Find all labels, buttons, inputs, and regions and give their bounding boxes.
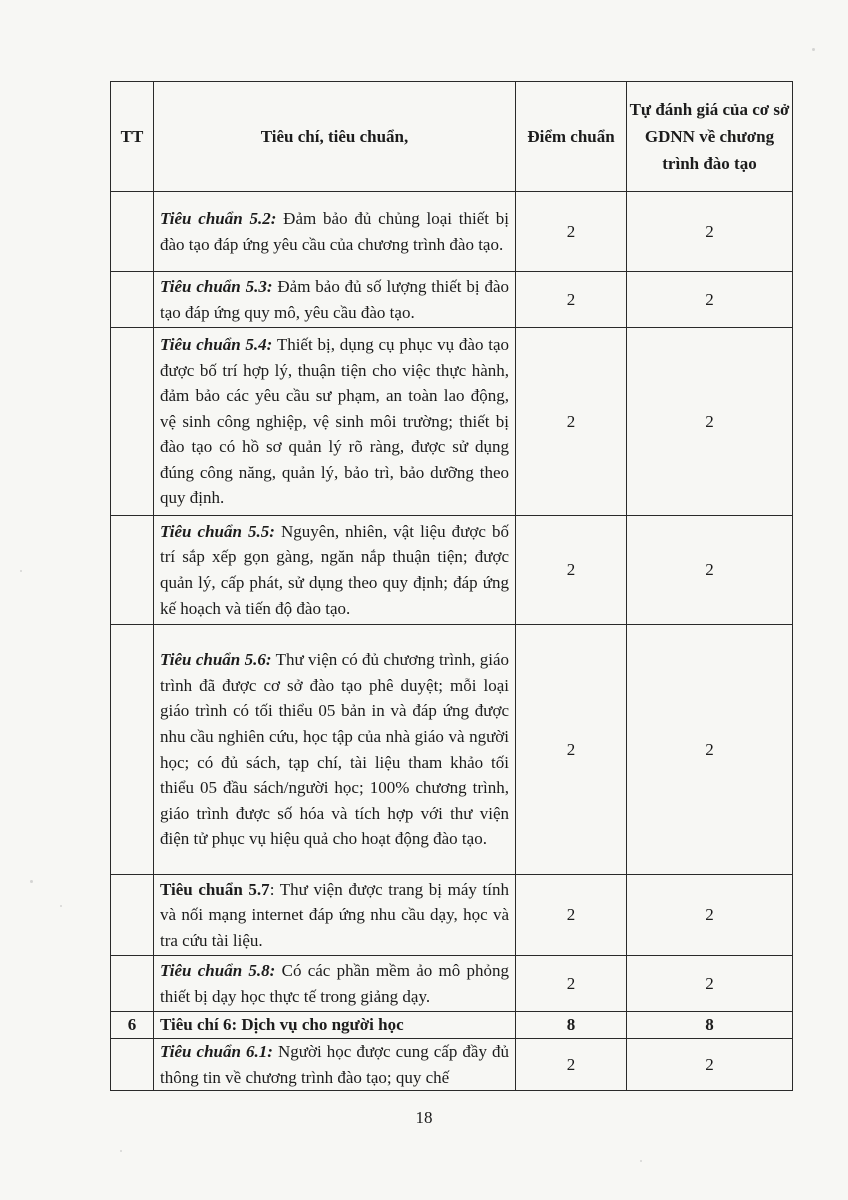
row-self-score: 2	[627, 192, 793, 272]
header-score: Điểm chuẩn	[516, 82, 627, 192]
row-tt	[111, 192, 154, 272]
row-tt	[111, 875, 154, 956]
header-criteria: Tiêu chí, tiêu chuẩn,	[154, 82, 516, 192]
scan-speck	[640, 1160, 642, 1162]
table-header-row	[111, 82, 793, 192]
criteria-table	[110, 81, 793, 1091]
standard-name: Tiêu chuẩn 5.4:	[160, 334, 273, 354]
scan-speck	[30, 880, 33, 883]
scan-speck	[60, 905, 62, 907]
scan-speck	[812, 48, 815, 51]
standard-text: Đảm bảo đủ chủng loại thiết bị đào tạo đáp ứng yêu cầu của chương trình đào tạo.	[160, 208, 509, 254]
standard-name: Tiêu chuẩn 5.2:	[160, 208, 277, 228]
row-score: 2	[516, 1039, 627, 1091]
row-score: 2	[516, 625, 627, 875]
header-tt: TT	[111, 82, 154, 192]
row-criteria	[154, 875, 516, 956]
row-criteria	[154, 625, 516, 875]
row-score: 2	[516, 516, 627, 625]
row-self-score: 2	[627, 1039, 793, 1091]
row-criteria	[154, 192, 516, 272]
row-tt	[111, 516, 154, 625]
standard-text: Thiết bị, dụng cụ phục vụ đào tạo được bố trí hợp lý, thuận tiện cho việc thực hành, đảm bảo các yêu cầu sư phạm, an toàn lao động, vệ sinh công nghiệp, vệ sinh môi trường; thiết bị đào tạo có hồ sơ quản lý rõ ràng, được sử dụng đúng công năng, quản lý, bảo trì, bảo dưỡng theo quy định.	[160, 334, 510, 508]
row-criteria	[154, 956, 516, 1012]
criterion-tt: 6	[111, 1012, 154, 1039]
table-row	[111, 625, 793, 875]
standard-text: Người học được cung cấp đầy đủ thông tin về chương trình đào tạo; quy chế	[160, 1042, 510, 1087]
standard-name: Tiêu chuẩn 5.6:	[160, 650, 272, 670]
standard-name: Tiêu chuẩn 5.8:	[160, 960, 276, 980]
row-tt	[111, 956, 154, 1012]
table-row	[111, 328, 793, 516]
standard-name: Tiêu chuẩn 5.5:	[160, 521, 275, 541]
row-criteria	[154, 272, 516, 328]
criterion-score: 8	[516, 1012, 627, 1039]
row-tt	[111, 272, 154, 328]
row-tt	[111, 328, 154, 516]
row-self-score: 2	[627, 956, 793, 1012]
standard-text: : Thư viện được trang bị máy tính và nối mạng internet đáp ứng nhu cầu dạy, học và tra cứu tài liệu.	[160, 879, 509, 950]
row-score: 2	[516, 328, 627, 516]
row-criteria	[154, 1039, 516, 1091]
standard-text: Thư viện có đủ chương trình, giáo trình đã được cơ sở đào tạo phê duyệt; mỗi loại giáo trình có tối thiểu 05 bản in và đáp ứng được nhu cầu nghiên cứu, học tập của nhà giáo và người học; có đủ sách, tạp chí, tài liệu tham khảo tối thiểu 05 đầu sách/người học; 100% chương trình, giáo trình được số hóa và tích hợp với thư viện điện tử phục vụ hiệu quả cho hoạt động đào tạo.	[160, 650, 509, 849]
table-row	[111, 272, 793, 328]
table-row	[111, 956, 793, 1012]
standard-text: Có các phần mềm ảo mô phỏng thiết bị dạy học thực tế trong giảng dạy.	[160, 960, 510, 1006]
criterion-self-score: 8	[627, 1012, 793, 1039]
row-criteria	[154, 516, 516, 625]
standard-text: Đảm bảo đủ số lượng thiết bị đào tạo đáp ứng quy mô, yêu cầu đào tạo.	[160, 276, 509, 322]
scan-speck	[120, 1150, 122, 1152]
table-row	[111, 1039, 793, 1091]
row-self-score: 2	[627, 272, 793, 328]
scan-speck	[20, 570, 22, 572]
row-criteria	[154, 328, 516, 516]
row-self-score: 2	[627, 516, 793, 625]
row-score: 2	[516, 956, 627, 1012]
standard-text: Nguyên, nhiên, vật liệu được bố trí sắp xếp gọn gàng, ngăn nắp thuận tiện; được quản lý, cấp phát, sử dụng theo quy định; đáp ứng kế hoạch và tiến độ đào tạo.	[160, 521, 509, 618]
table-row	[111, 516, 793, 625]
row-tt	[111, 625, 154, 875]
standard-name: Tiêu chuẩn 5.7	[160, 879, 270, 899]
row-self-score: 2	[627, 625, 793, 875]
row-score: 2	[516, 272, 627, 328]
standard-name: Tiêu chuẩn 5.3:	[160, 276, 273, 296]
criterion-title: Tiêu chí 6: Dịch vụ cho người học	[154, 1012, 516, 1039]
row-score: 2	[516, 192, 627, 272]
row-self-score: 2	[627, 328, 793, 516]
criterion-row	[111, 1012, 793, 1039]
standard-name: Tiêu chuẩn 6.1:	[160, 1042, 273, 1061]
header-self-assessment: Tự đánh giá của cơ sở GDNN về chương trình đào tạo	[627, 82, 793, 192]
row-tt	[111, 1039, 154, 1091]
row-self-score: 2	[627, 875, 793, 956]
table-row	[111, 192, 793, 272]
row-score: 2	[516, 875, 627, 956]
table-row	[111, 875, 793, 956]
page-number: 18	[415, 1108, 433, 1127]
